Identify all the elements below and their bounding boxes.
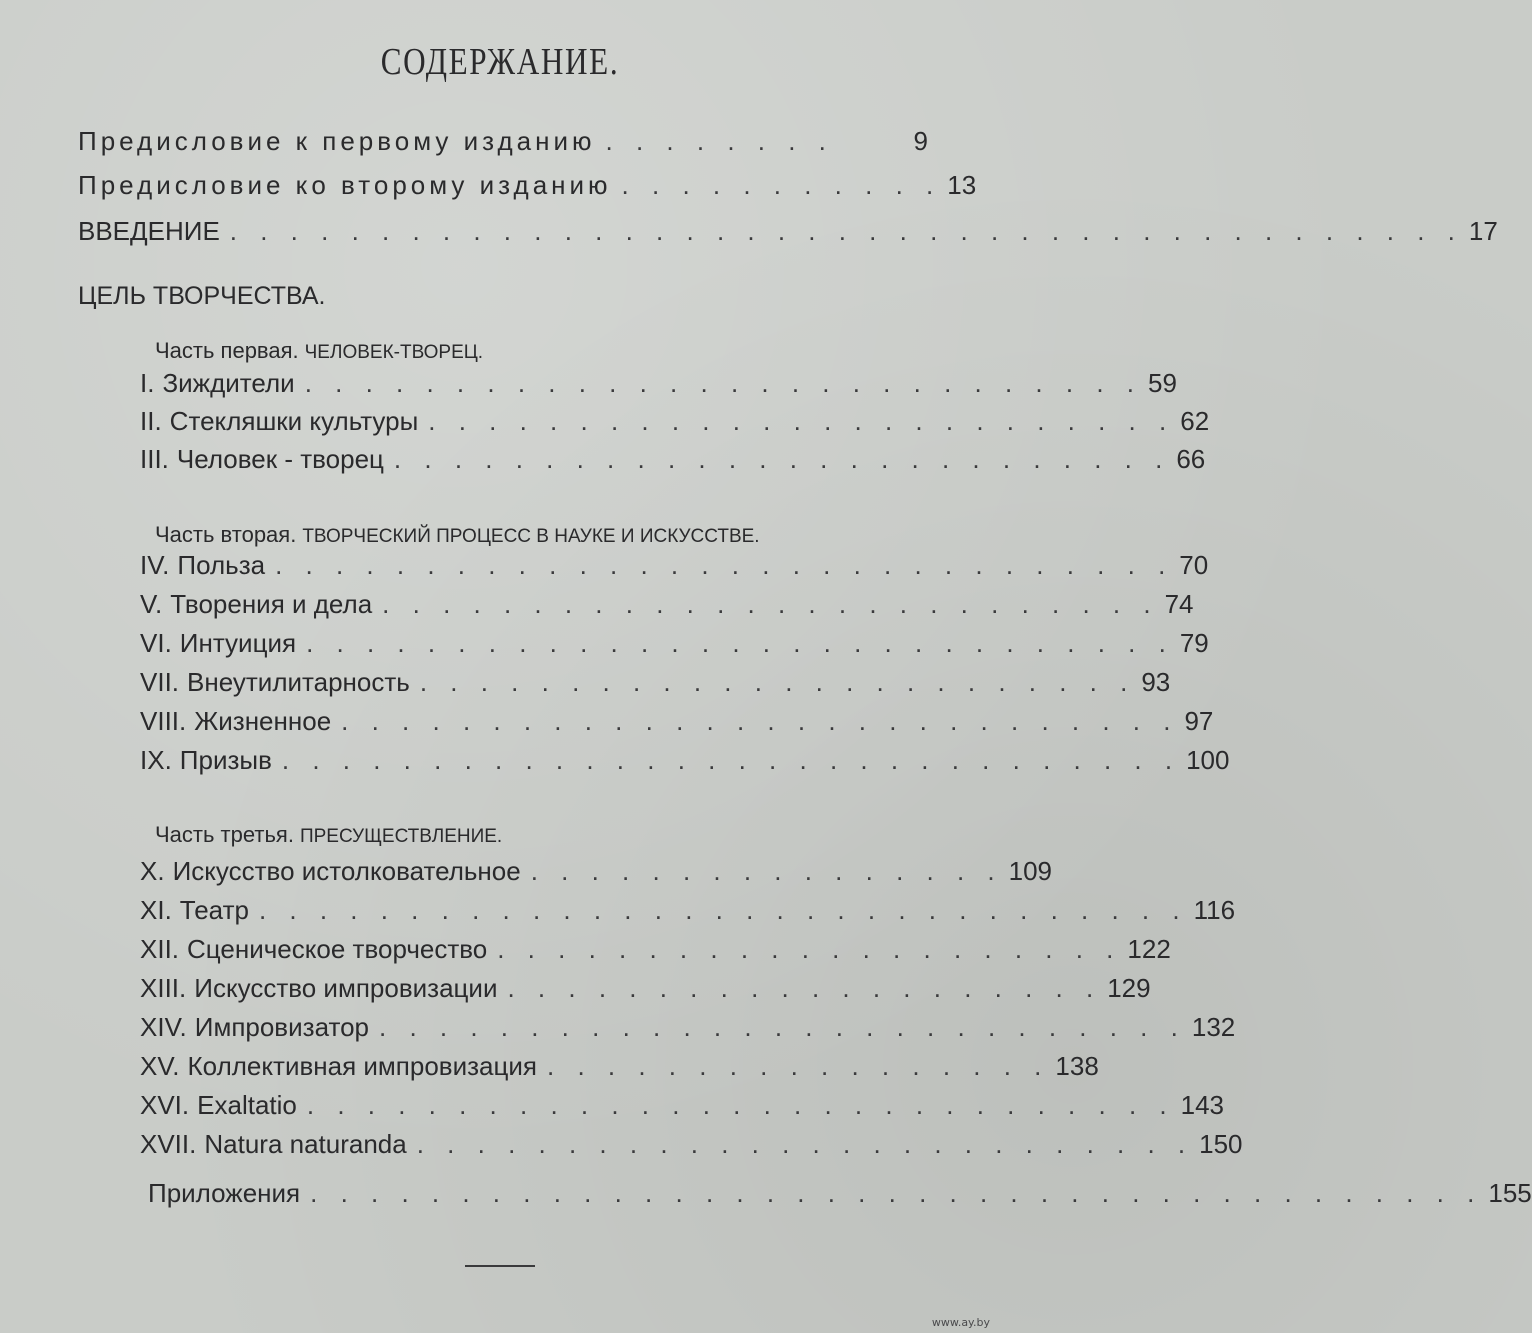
toc-entry-chapter-1 <box>140 368 1177 406</box>
chapter-number: VI. <box>140 628 172 658</box>
toc-entry-chapter-9 <box>140 745 1230 783</box>
toc-entry-label: Призыв <box>179 745 272 775</box>
toc-page-number: 79 <box>1179 628 1209 658</box>
toc-entry-chapter-12 <box>140 934 1171 972</box>
toc-entry-preface-first <box>78 126 928 164</box>
leader-dots: . . . . . . . . . . . . . . . . . . . . . . . . . . . . . . . . . . . . . . . . . <box>229 216 1463 246</box>
leader-dots: . . . . . . . . . . . . . . . . . . . . . . . . . . <box>393 444 1171 474</box>
part-heading-third <box>155 822 502 848</box>
toc-entry-chapter-16 <box>140 1090 1225 1128</box>
toc-page-number: 17 <box>1468 216 1498 246</box>
leader-dots: . . . . . . . . . . . . . . . . . <box>547 1051 1050 1081</box>
toc-entry-label: Стекляшки культуры <box>169 406 419 436</box>
part-heading-first <box>155 338 483 364</box>
part-prefix: Часть третья. <box>155 822 294 847</box>
closing-rule <box>465 1265 535 1267</box>
toc-page-number: 62 <box>1180 406 1210 436</box>
leader-dots: . . . . . . . . . . . . . . . . . . . . . . . . . . . <box>379 1012 1186 1042</box>
toc-entry-chapter-7 <box>140 667 1171 705</box>
toc-page-number: 59 <box>1148 368 1177 398</box>
chapter-number: VIII. <box>140 706 187 736</box>
leader-dots: . . . . . . . . . . . . . . . . . . . . . . . . . . . . . <box>306 1090 1175 1120</box>
toc-entry-label: Импровизатор <box>194 1012 369 1042</box>
toc-page-number: 138 <box>1055 1051 1099 1081</box>
chapter-number: XVI. <box>140 1090 190 1120</box>
toc-entry-chapter-6 <box>140 628 1209 666</box>
toc-entry-chapter-13 <box>140 973 1151 1011</box>
toc-page-number: 9 <box>913 126 928 156</box>
toc-entry-chapter-11 <box>140 895 1236 933</box>
leader-dots: . . . . . . . . . . . . . . . . . . . . . . . . . . <box>416 1129 1194 1159</box>
leader-dots: . . . . . . . . . . . . . . . . . . . . . . . . . . . . <box>341 706 1179 736</box>
chapter-number: X. <box>140 856 165 886</box>
chapter-number: II. <box>140 406 162 436</box>
leader-dots: . . . . . . . . . . . . . . . . . . . . . <box>497 934 1122 964</box>
leader-dots: . . . . . . . . . . . <box>621 170 942 200</box>
chapter-number: IV. <box>140 550 170 580</box>
toc-entry-label: Польза <box>177 550 266 580</box>
toc-entry-label: Театр <box>179 895 249 925</box>
toc-entry-chapter-2 <box>140 406 1210 444</box>
chapter-number: I. <box>140 368 155 398</box>
chapter-number: VII. <box>140 667 180 697</box>
leader-dots: . . . . . . . . . . . . . . . . . . . . <box>507 973 1102 1003</box>
toc-entry-label: Предисловие ко второму изданию <box>78 170 612 200</box>
toc-page-number: 93 <box>1141 667 1171 697</box>
page-title: СОДЕРЖАНИЕ. <box>380 41 620 83</box>
leader-dots: . . . . . . . . . . . . . . . . . . . . . . . . . <box>428 406 1175 436</box>
toc-page-number: 129 <box>1107 973 1151 1003</box>
toc-entry-label: Зиждители <box>162 368 295 398</box>
leader-dots: . . . . . . . . . . . . . . . . <box>530 856 1003 886</box>
toc-entry-label: Человек - творец <box>176 444 384 474</box>
watermark: www.ay.by <box>931 1316 990 1329</box>
leader-dots: . . . . . . . . . . . . . . . . . . . . . . . . . . . . <box>304 368 1142 398</box>
toc-entry-chapter-17 <box>140 1129 1243 1167</box>
toc-page-number: 66 <box>1176 444 1206 474</box>
toc-entry-chapter-15 <box>140 1051 1099 1089</box>
toc-entry-label: Творения и дела <box>170 589 373 619</box>
toc-entry-label: Предисловие к первому изданию <box>78 126 596 156</box>
leader-dots: . . . . . . . . <box>605 126 834 156</box>
leader-dots: . . . . . . . . . . . . . . . . . . . . . . . . . . . . . . <box>275 550 1174 580</box>
toc-page-number: 150 <box>1199 1129 1243 1159</box>
chapter-number: XV. <box>140 1051 180 1081</box>
chapter-number: XIII. <box>140 973 187 1003</box>
toc-page-number: 109 <box>1008 856 1053 886</box>
toc-entry-label: Natura naturanda <box>204 1129 407 1159</box>
leader-dots: . . . . . . . . . . . . . . . . . . . . . . . . . . <box>382 589 1159 619</box>
toc-entry-label: Интуиция <box>179 628 297 658</box>
leader-dots: . . . . . . . . . . . . . . . . . . . . . . . . . . . . . . <box>281 745 1181 775</box>
toc-entry-label: Жизненное <box>194 706 332 736</box>
part-prefix: Часть первая. <box>155 338 299 363</box>
part-heading-second <box>155 522 760 548</box>
toc-entry-introduction <box>78 216 1498 254</box>
chapter-number: III. <box>140 444 169 474</box>
toc-entry-label: Exaltatio <box>197 1090 297 1120</box>
toc-entry-label: Коллективная импровизация <box>187 1051 538 1081</box>
chapter-number: XII. <box>140 934 180 964</box>
section-heading: ЦЕЛЬ ТВОРЧЕСТВА. <box>78 282 326 310</box>
toc-entry-chapter-4 <box>140 550 1209 588</box>
toc-entry-chapter-3 <box>140 444 1206 482</box>
toc-page-number: 74 <box>1164 589 1194 619</box>
toc-entry-label: Внеутилитарность <box>187 667 410 697</box>
toc-entry-chapter-10 <box>140 856 1053 894</box>
chapter-number: XVII. <box>140 1129 197 1159</box>
toc-page-number: 116 <box>1193 895 1236 925</box>
leader-dots: . . . . . . . . . . . . . . . . . . . . . . . . . . . . . . . . . . . . . . . <box>310 1178 1483 1208</box>
toc-page-number: 143 <box>1180 1090 1225 1120</box>
part-name: ТВОРЧЕСКИЙ ПРОЦЕСС В НАУКЕ И ИСКУССТВЕ. <box>302 526 760 547</box>
toc-page-number: 122 <box>1127 934 1171 964</box>
toc-entry-label: Сценическое творчество <box>187 934 488 964</box>
toc-entry-label: ВВЕДЕНИЕ <box>78 216 220 246</box>
toc-entry-preface-second <box>78 170 977 208</box>
toc-entry-label: Приложения <box>148 1178 301 1208</box>
leader-dots: . . . . . . . . . . . . . . . . . . . . . . . . <box>419 667 1136 697</box>
leader-dots: . . . . . . . . . . . . . . . . . . . . . . . . . . . . . . . <box>258 895 1188 925</box>
toc-page-number: 100 <box>1186 745 1230 775</box>
toc-entry-label: Искусство истолковательное <box>172 856 521 886</box>
toc-page-number: 132 <box>1191 1012 1236 1042</box>
part-name: ЧЕЛОВЕК-ТВОРЕЦ. <box>304 342 484 363</box>
part-name: ПРЕСУЩЕСТВЛЕНИЕ. <box>299 826 503 847</box>
toc-entry-appendix <box>148 1178 1532 1216</box>
leader-dots: . . . . . . . . . . . . . . . . . . . . . . . . . . . . . <box>306 628 1174 658</box>
part-prefix: Часть вторая. <box>155 522 297 547</box>
toc-page-number: 97 <box>1184 706 1214 736</box>
chapter-number: XIV. <box>140 1012 187 1042</box>
toc-page-number: 155 <box>1488 1178 1532 1208</box>
toc-entry-chapter-14 <box>140 1012 1236 1050</box>
toc-entry-chapter-5 <box>140 589 1194 627</box>
toc-page-number: 70 <box>1179 550 1209 580</box>
chapter-number: XI. <box>140 895 172 925</box>
toc-entry-chapter-8 <box>140 706 1214 744</box>
chapter-number: IX. <box>140 745 172 775</box>
toc-page-number: 13 <box>947 170 977 200</box>
toc-entry-label: Искусство импровизации <box>194 973 498 1003</box>
chapter-number: V. <box>140 589 163 619</box>
